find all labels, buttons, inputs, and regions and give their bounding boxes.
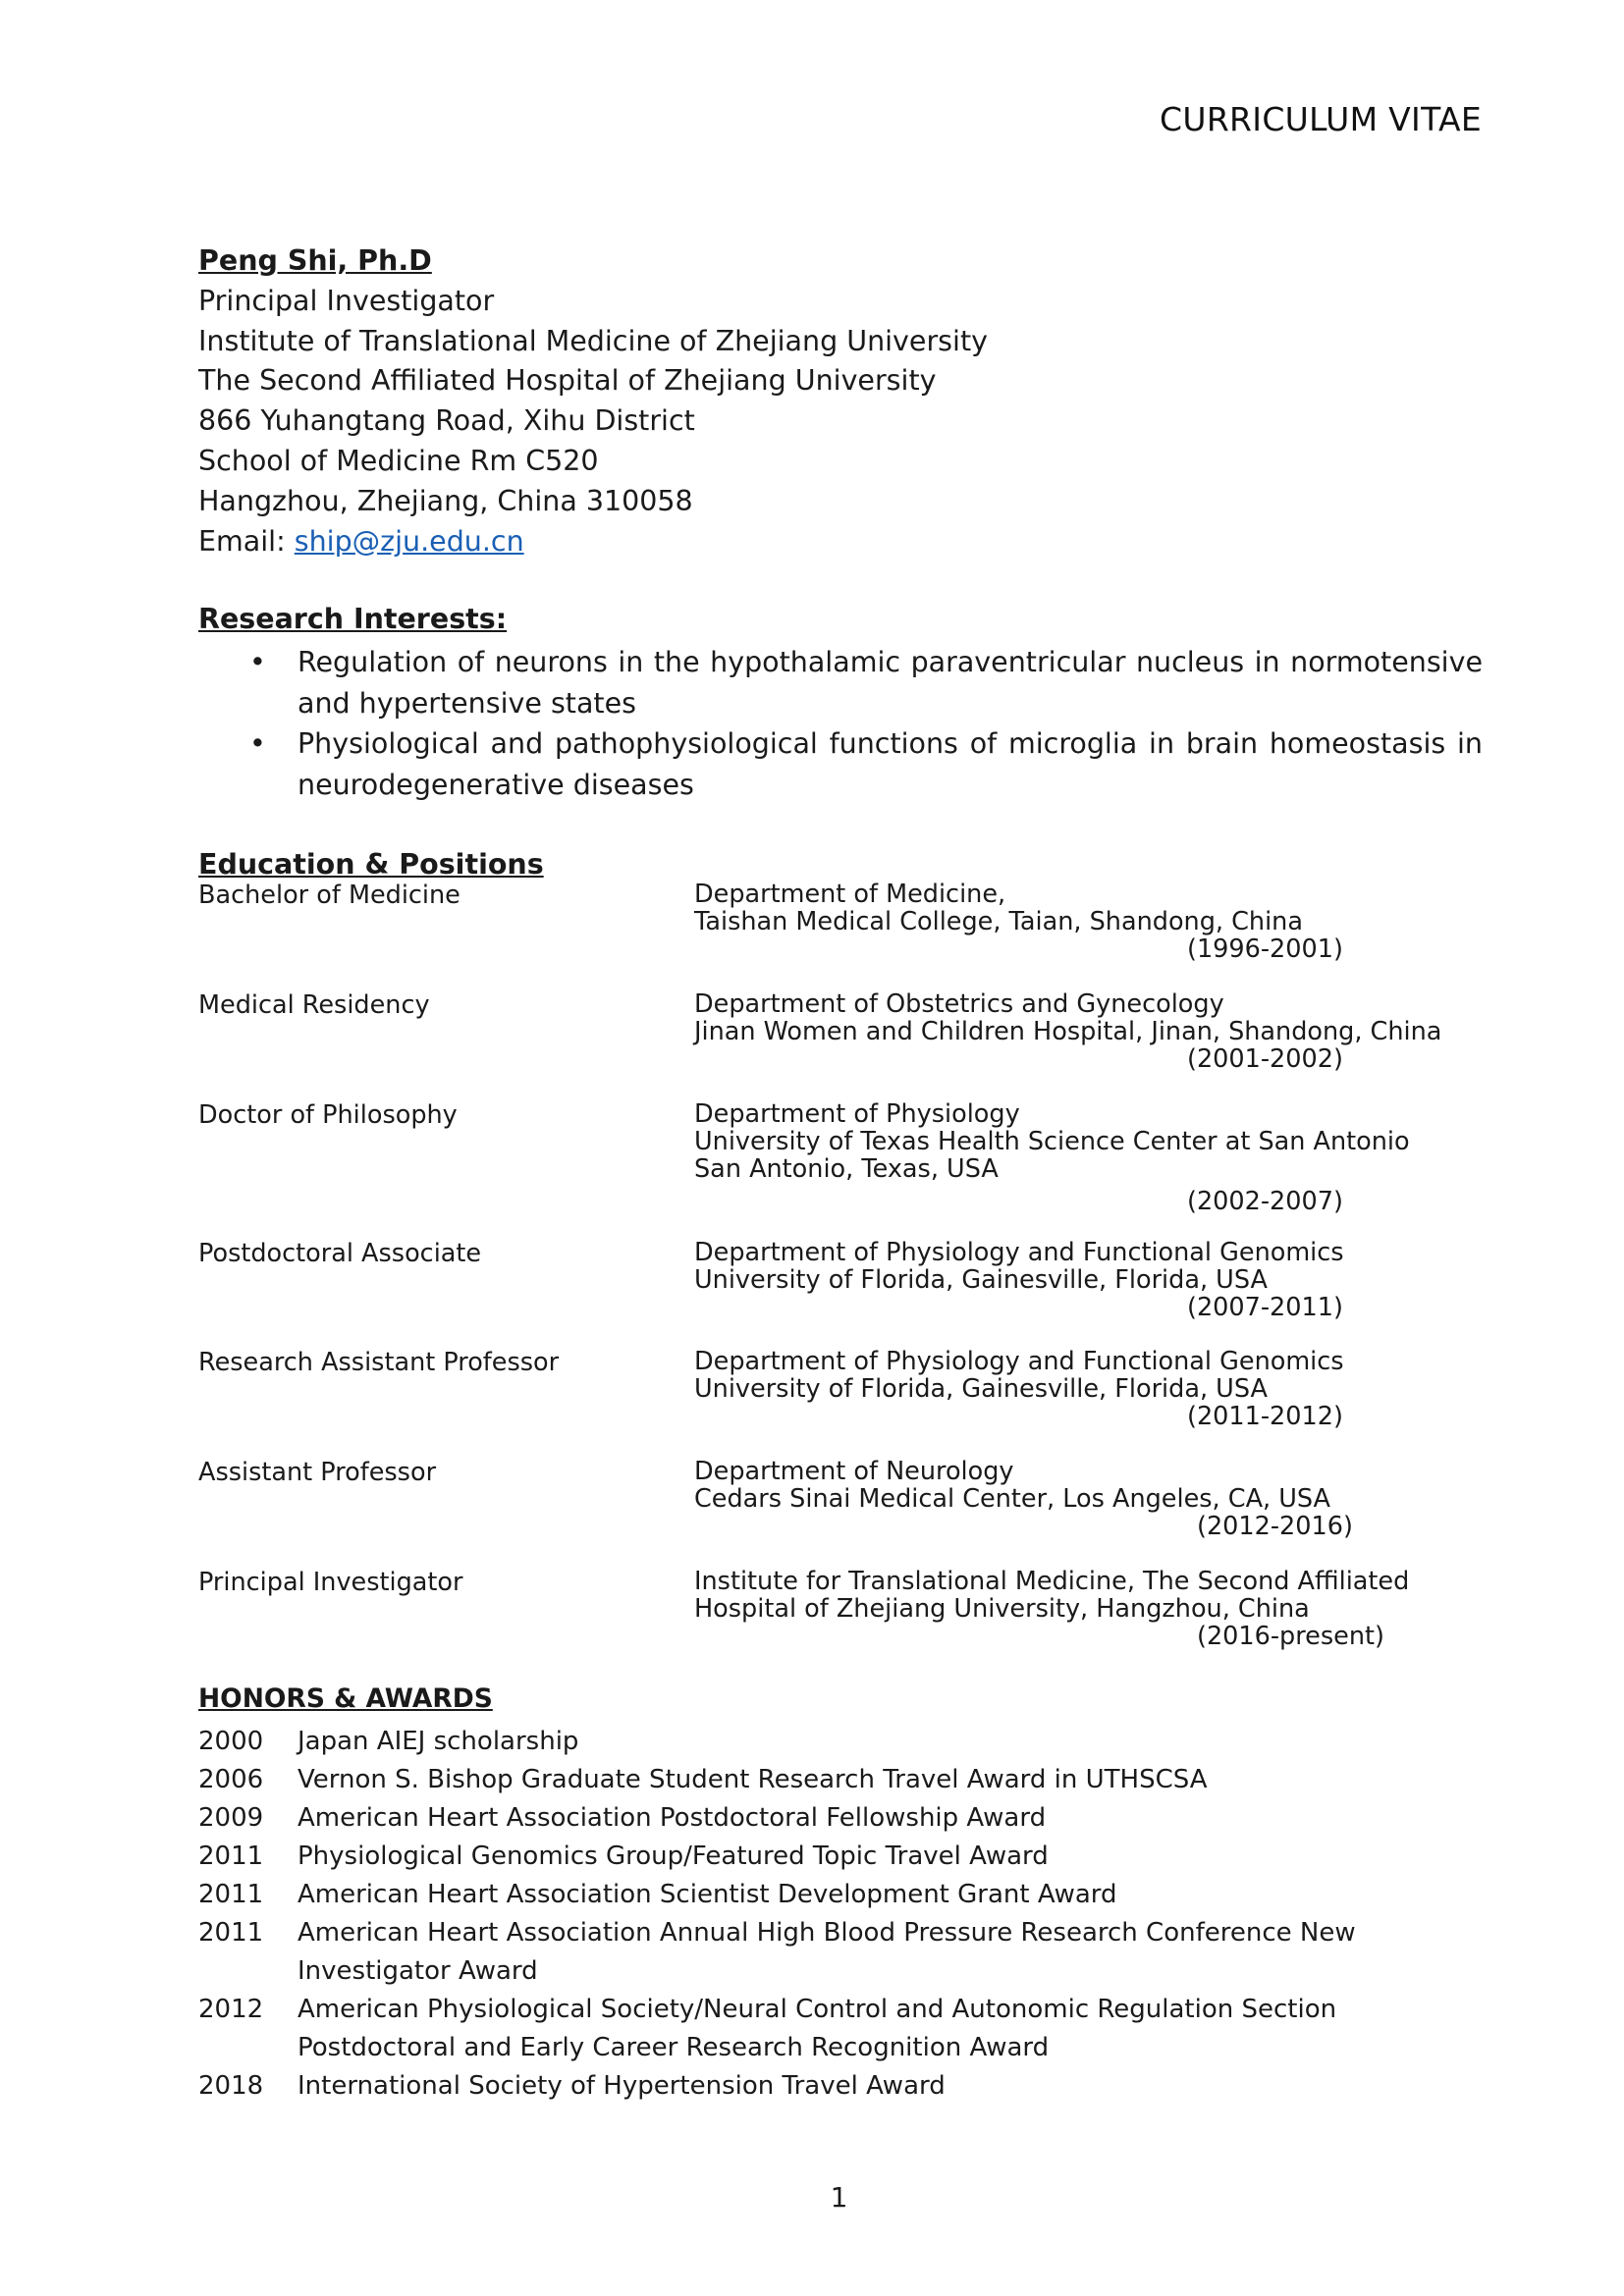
education-position: Bachelor of Medicine — [198, 881, 460, 910]
education-position: Assistant Professor — [198, 1458, 437, 1487]
award-item — [198, 2067, 1485, 2106]
education-position: Research Assistant Professor — [198, 1348, 560, 1377]
award-item — [198, 1799, 1485, 1838]
institution-line: Department of Neurology — [694, 1457, 1014, 1486]
award-year: 2006 — [198, 1765, 264, 1794]
contact-line: Principal Investigator — [198, 284, 495, 317]
honors-list — [198, 1723, 1485, 2106]
education-years: (2016-present) — [1197, 1622, 1384, 1651]
award-item — [198, 1761, 1485, 1799]
award-text: American Heart Association Postdoctoral Fellowship Award — [298, 1803, 1047, 1833]
award-item — [198, 1838, 1485, 1876]
award-item — [198, 1723, 1485, 1761]
education-years: (2007-2011) — [1187, 1293, 1343, 1322]
institution-line: San Antonio, Texas, USA — [694, 1154, 999, 1184]
education-institution — [694, 1458, 1353, 1540]
contact-line: School of Medicine Rm C520 — [198, 444, 599, 477]
award-year: 2011 — [198, 1880, 264, 1909]
institution-line: University of Florida, Gainesville, Florida, USA — [694, 1265, 1268, 1295]
honors-heading: HONORS & AWARDS — [198, 1683, 493, 1714]
institution-line: Department of Medicine, — [694, 880, 1006, 909]
award-text: International Society of Hypertension Travel Award — [298, 2071, 946, 2101]
list-item — [198, 642, 1483, 723]
institution-line: Department of Obstetrics and Gynecology — [694, 989, 1224, 1019]
award-item — [198, 1876, 1485, 1914]
education-heading: Education & Positions — [198, 848, 544, 881]
award-text: American Physiological Society/Neural Control and Autonomic Regulation Section Postdoctoral and Early Career Research Recognition Award — [298, 1995, 1337, 2062]
award-text: American Heart Association Scientist Development Grant Award — [298, 1880, 1117, 1909]
contact-line: The Second Affiliated Hospital of Zhejiang University — [198, 364, 937, 398]
research-interest-text: Physiological and pathophysiological functions of microglia in brain homeostasis in neurodegenerative diseases — [298, 727, 1483, 801]
contact-line: Institute of Translational Medicine of Zhejiang University — [198, 324, 988, 357]
institution-line: Hospital of Zhejiang University, Hangzhou, China — [694, 1594, 1310, 1624]
award-text: Japan AIEJ scholarship — [298, 1727, 579, 1756]
award-year: 2011 — [198, 1918, 264, 1948]
education-years: (2011-2012) — [1187, 1402, 1343, 1431]
education-years: (1996-2001) — [1187, 934, 1343, 964]
research-interests-list — [198, 642, 1483, 805]
person-name: Peng Shi, Ph.D — [198, 244, 432, 277]
contact-block — [198, 241, 988, 561]
award-text: Physiological Genomics Group/Featured Topic Travel Award — [298, 1842, 1049, 1871]
institution-line: Jinan Women and Children Hospital, Jinan, Shandong, China — [694, 1017, 1442, 1046]
research-interest-text: Regulation of neurons in the hypothalamic paraventricular nucleus in normotensive and hypertensive states — [298, 646, 1483, 720]
education-institution — [694, 1239, 1344, 1321]
education-institution — [694, 1348, 1344, 1430]
institution-line: Department of Physiology and Functional Genomics — [694, 1238, 1344, 1267]
institution-line: Institute for Translational Medicine, The Second Affiliated — [694, 1567, 1410, 1596]
institution-line: University of Florida, Gainesville, Florida, USA — [694, 1374, 1268, 1404]
email-line — [198, 522, 988, 562]
award-year: 2000 — [198, 1727, 264, 1756]
award-year: 2018 — [198, 2071, 264, 2101]
education-years: (2012-2016) — [1197, 1512, 1353, 1541]
award-year: 2009 — [198, 1803, 264, 1833]
research-interests-heading: Research Interests: — [198, 603, 508, 635]
bullet: • — [249, 727, 266, 760]
award-year: 2011 — [198, 1842, 264, 1871]
education-institution — [694, 881, 1343, 963]
award-item — [198, 1991, 1485, 2067]
contact-line: Hangzhou, Zhejiang, China 310058 — [198, 484, 693, 517]
institution-line: Cedars Sinai Medical Center, Los Angeles, CA, USA — [694, 1484, 1330, 1514]
page-number: 1 — [830, 2181, 848, 2214]
running-header: CURRICULUM VITAE — [1160, 100, 1482, 138]
institution-line: University of Texas Health Science Center at San Antonio — [694, 1127, 1410, 1156]
institution-line: Department of Physiology and Functional Genomics — [694, 1347, 1344, 1376]
email-label: Email: — [198, 524, 295, 558]
award-year: 2012 — [198, 1995, 264, 2024]
education-position: Postdoctoral Associate — [198, 1239, 482, 1268]
education-position: Medical Residency — [198, 990, 430, 1020]
institution-line: Department of Physiology — [694, 1099, 1020, 1129]
education-position: Principal Investigator — [198, 1568, 463, 1597]
bullet: • — [249, 646, 266, 678]
award-text: American Heart Association Annual High Blood Pressure Research Conference New Investigator Award — [298, 1918, 1356, 1986]
contact-line: 866 Yuhangtang Road, Xihu District — [198, 404, 695, 438]
list-item — [198, 723, 1483, 805]
education-years: (2002-2007) — [1187, 1187, 1343, 1216]
education-institution — [694, 1100, 1410, 1215]
education-position: Doctor of Philosophy — [198, 1100, 458, 1130]
education-institution — [694, 990, 1441, 1073]
education-institution — [694, 1568, 1409, 1650]
email-link[interactable]: ship@zju.edu.cn — [294, 524, 524, 558]
institution-line: Taishan Medical College, Taian, Shandong, China — [694, 907, 1303, 936]
award-item — [198, 1914, 1485, 1991]
award-text: Vernon S. Bishop Graduate Student Research Travel Award in UTHSCSA — [298, 1765, 1208, 1794]
education-years: (2001-2002) — [1187, 1044, 1343, 1074]
